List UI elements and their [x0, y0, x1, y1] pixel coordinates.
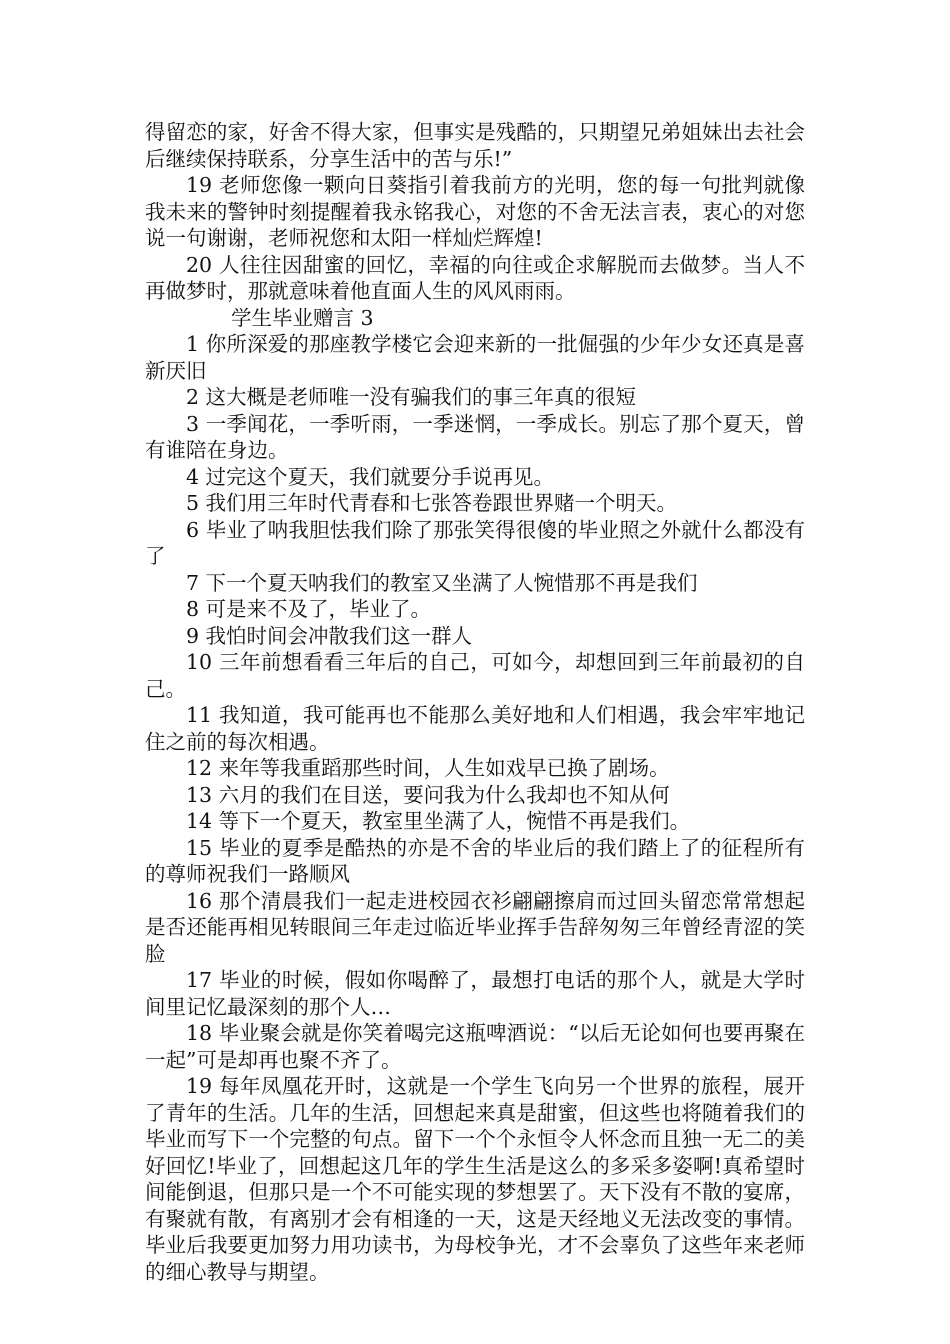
- paragraph: 5 我们用三年时代青春和七张答卷跟世界赌一个明天。: [186, 491, 678, 515]
- paragraph: 11 我知道，我可能再也不能那么美好地和人们相遇，我会牢牢地记住之前的每次相遇。: [145, 703, 805, 754]
- paragraph: 17 毕业的时候，假如你喝醉了，最想打电话的那个人，就是大学时间里记忆最深刻的那个人…: [145, 968, 805, 1019]
- paragraph: 3 一季闻花，一季听雨，一季迷惘，一季成长。别忘了那个夏天，曾有谁陪在身边。: [145, 411, 805, 462]
- paragraph: 1 你所深爱的那座教学楼它会迎来新的一批倔强的少年少女还真是喜新厌旧: [145, 332, 805, 383]
- paragraph: 13 六月的我们在目送，要问我为什么我却也不知从何: [186, 782, 670, 807]
- paragraph: 19 每年凤凰花开时，这就是一个学生飞向另一个世界的旅程，展开了青年的生活。几年的生活，回想起来真是甜蜜，但这些也将随着我们的毕业而写下一个完整的句点。留下一个个永恒令人怀念而且独一无二的美好回忆!毕业了，回想起这几年的学生生活是这么的多采多姿啊!真希望时间能倒退，但那只是一个不可能实现的梦想罢了。天下没有不散的宴席，有聚就有散，有离别才会有相逢的一天，这是天经地义无法改变的事情。毕业后我要更加努力用功读书，为母校争光，才不会辜负了这些年来老师的细心教导与期望。: [145, 1074, 805, 1284]
- paragraph: 2 这大概是老师唯一没有骗我们的事三年真的很短: [186, 385, 637, 409]
- paragraph: 8 可是来不及了，毕业了。: [186, 597, 432, 621]
- paragraph: 得留恋的家，好舍不得大家，但事实是残酷的，只期望兄弟姐妹出去社会后继续保持联系，分享生活中的苦与乐!”: [145, 120, 805, 171]
- paragraph: 7 下一个夏天呐我们的教室又坐满了人惋惜那不再是我们: [186, 570, 698, 595]
- document-body: [145, 119, 805, 1285]
- paragraph: 16 那个清晨我们一起走进校园衣衫翩翩擦肩而过回头留恋常常想起是否还能再相见转眼间三年走过临近毕业挥手告辞匆匆三年曾经青涩的笑脸: [145, 888, 805, 966]
- paragraph: 15 毕业的夏季是酷热的亦是不舍的毕业后的我们踏上了的征程所有的尊师祝我们一路顺风: [145, 835, 805, 886]
- paragraph: 18 毕业聚会就是你笑着喝完这瓶啤酒说：“以后无论如何也要再聚在一起”可是却再也聚不齐了。: [145, 1021, 805, 1072]
- paragraph: 6 毕业了呐我胆怯我们除了那张笑得很傻的毕业照之外就什么都没有了: [145, 517, 805, 568]
- paragraph: 12 来年等我重蹈那些时间，人生如戏早已换了剧场。: [186, 756, 670, 780]
- paragraph: 19 老师您像一颗向日葵指引着我前方的光明，您的每一句批判就像我未来的警钟时刻提醒着我永铭我心，对您的不舍无法言表，衷心的对您说一句谢谢，老师祝您和太阳一样灿烂辉煌!: [145, 173, 805, 250]
- paragraph: 4 过完这个夏天，我们就要分手说再见。: [186, 464, 555, 489]
- paragraph: 9 我怕时间会冲散我们这一群人: [186, 623, 473, 648]
- paragraph: 10 三年前想看看三年后的自己，可如今，却想回到三年前最初的自己。: [145, 650, 805, 701]
- section-heading: 学生毕业赠言 3: [231, 305, 374, 330]
- paragraph: 20 人往往因甜蜜的回忆，幸福的向往或企求解脱而去做梦。当人不再做梦时，那就意味着他直面人生的风风雨雨。: [145, 252, 805, 303]
- paragraph: 14 等下一个夏天，教室里坐满了人，惋惜不再是我们。: [186, 809, 691, 833]
